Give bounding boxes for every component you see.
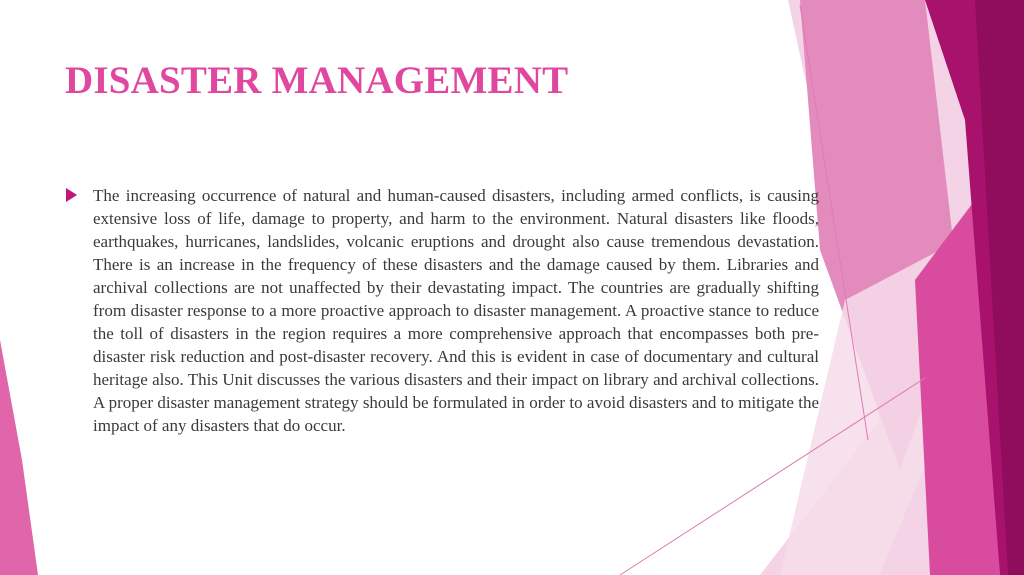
slide-title: DISASTER MANAGEMENT [65, 59, 569, 102]
decor-left-sliver [0, 340, 38, 575]
triangle-bullet-icon [66, 188, 77, 202]
bullet-text: The increasing occurrence of natural and human-caused disasters, including armed conflicts, is causing extensive loss of life, damage to property, and harm to the environment. Natural disasters like floods, earthquakes, hurricanes, landslides, volcanic eruptions and drought also cause tremendous devastation. There is an increase in the frequency of these disasters and the damage caused by them. Libraries and archival collections are not unaffected by their devastating impact. The countries are gradually shifting from disaster response to a more proactive approach to disaster management. A proactive stance to reduce the toll of disasters in the region requires a more comprehensive approach that encompasses both pre-disaster risk reduction and post-disaster recovery. And this is evident in case of documentary and cultural heritage also. This Unit discusses the various disasters and their impact on library and archival collections. A proper disaster management strategy should be formulated in order to avoid disasters and to mitigate the impact of any disasters that do occur. [93, 186, 819, 435]
